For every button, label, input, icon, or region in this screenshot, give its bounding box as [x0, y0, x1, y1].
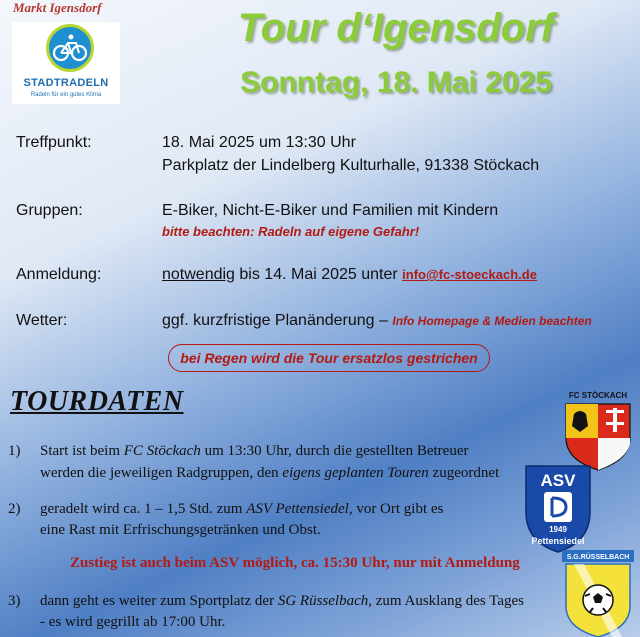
- rain-notice: bei Regen wird die Tour ersatzlos gestrichen: [168, 344, 490, 372]
- item1-club: FC Stöckach: [123, 443, 201, 459]
- asv-year: 1949: [549, 525, 567, 534]
- treffpunkt-place: Parkplatz der Lindelberg Kulturhalle, 91338 Stöckach: [162, 157, 540, 174]
- item3-club: SG Rüsselbach: [277, 593, 369, 609]
- sg-ruesselbach-crest: [560, 548, 636, 637]
- sg-name: S.G.RÜSSELBACH: [566, 554, 630, 561]
- item3-text-a: dann geht es weiter zum Sportplatz der: [40, 593, 278, 609]
- item1-line2: [40, 463, 499, 484]
- wetter-change: ggf. kurzfristige Planänderung –: [162, 312, 393, 329]
- item2-club: ASV Pettensiedel: [246, 501, 349, 517]
- item3-number: 3): [8, 593, 21, 609]
- item2-text-a: geradelt wird ca. 1 – 1,5 Std. zum: [40, 501, 247, 517]
- item1-tours: eigens geplanten Touren: [282, 465, 429, 481]
- item2-line1: [40, 499, 443, 520]
- item2-line2: eine Rast mit Erfrischungsgetränken und Obst.: [40, 522, 321, 538]
- gruppen-text: E-Biker, Nicht-E-Biker und Familien mit Kindern: [162, 202, 499, 219]
- bike-icon: [46, 24, 94, 72]
- item1-text-a: Start ist beim: [40, 443, 124, 459]
- item1-text-f: zugeordnet: [428, 465, 500, 481]
- item1-line1: [40, 441, 468, 462]
- item1-number: 1): [8, 443, 21, 459]
- asv-name: ASV: [540, 471, 576, 490]
- anmeldung-label: Anmeldung:: [16, 266, 102, 283]
- asv-club-name: Pettensiedel: [531, 536, 585, 546]
- logo-tagline: Radeln für ein gutes Klima: [30, 92, 102, 98]
- asv-pettensiedel-crest: [522, 462, 594, 554]
- page-title: Tour d‘Igensdorf: [237, 6, 555, 50]
- item3-line2: - es wird gegrillt ab 17:00 Uhr.: [40, 614, 226, 630]
- markt-label: Markt Igensdorf: [13, 0, 102, 15]
- item1-text-d: werden die jeweiligen Radgruppen, den: [40, 465, 283, 481]
- logo-name: STADTRADELN: [23, 77, 109, 89]
- anmeldung-text: [162, 266, 537, 284]
- item2-number: 2): [8, 501, 21, 517]
- email-link[interactable]: info@fc-stoeckach.de: [402, 267, 537, 282]
- page-subtitle: Sonntag, 18. Mai 2025: [240, 66, 552, 99]
- wetter-note: Info Homepage & Medien beachten: [392, 314, 592, 328]
- tourdaten-heading: TOURDATEN: [10, 386, 184, 417]
- treffpunkt-date: 18. Mai 2025 um 13:30 Uhr: [162, 134, 356, 151]
- fc-stoeckach-crest: [560, 386, 636, 472]
- gruppen-label: Gruppen:: [16, 202, 83, 219]
- item2-text-c: , vor Ort gibt es: [348, 501, 444, 517]
- treffpunkt-label: Treffpunkt:: [16, 134, 92, 151]
- item1-text-c: um 13:30 Uhr, durch die gestellten Betreuer: [200, 443, 469, 459]
- item3-text-c: , zum Ausklang des Tages: [368, 593, 524, 609]
- anmeldung-required: notwendig: [162, 266, 235, 283]
- item3-line1: [40, 591, 524, 612]
- anmeldung-deadline: bis 14. Mai 2025 unter: [234, 266, 403, 283]
- stadtradeln-logo: [12, 22, 120, 104]
- fc-stoeckach-name: FC STÖCKACH: [568, 391, 628, 400]
- gruppen-warning: bitte beachten: Radeln auf eigene Gefahr!: [162, 224, 420, 239]
- wetter-text: [162, 312, 592, 330]
- wetter-label: Wetter:: [16, 312, 68, 329]
- zustieg-notice: Zustieg ist auch beim ASV möglich, ca. 15:30 Uhr, nur mit Anmeldung: [70, 555, 520, 571]
